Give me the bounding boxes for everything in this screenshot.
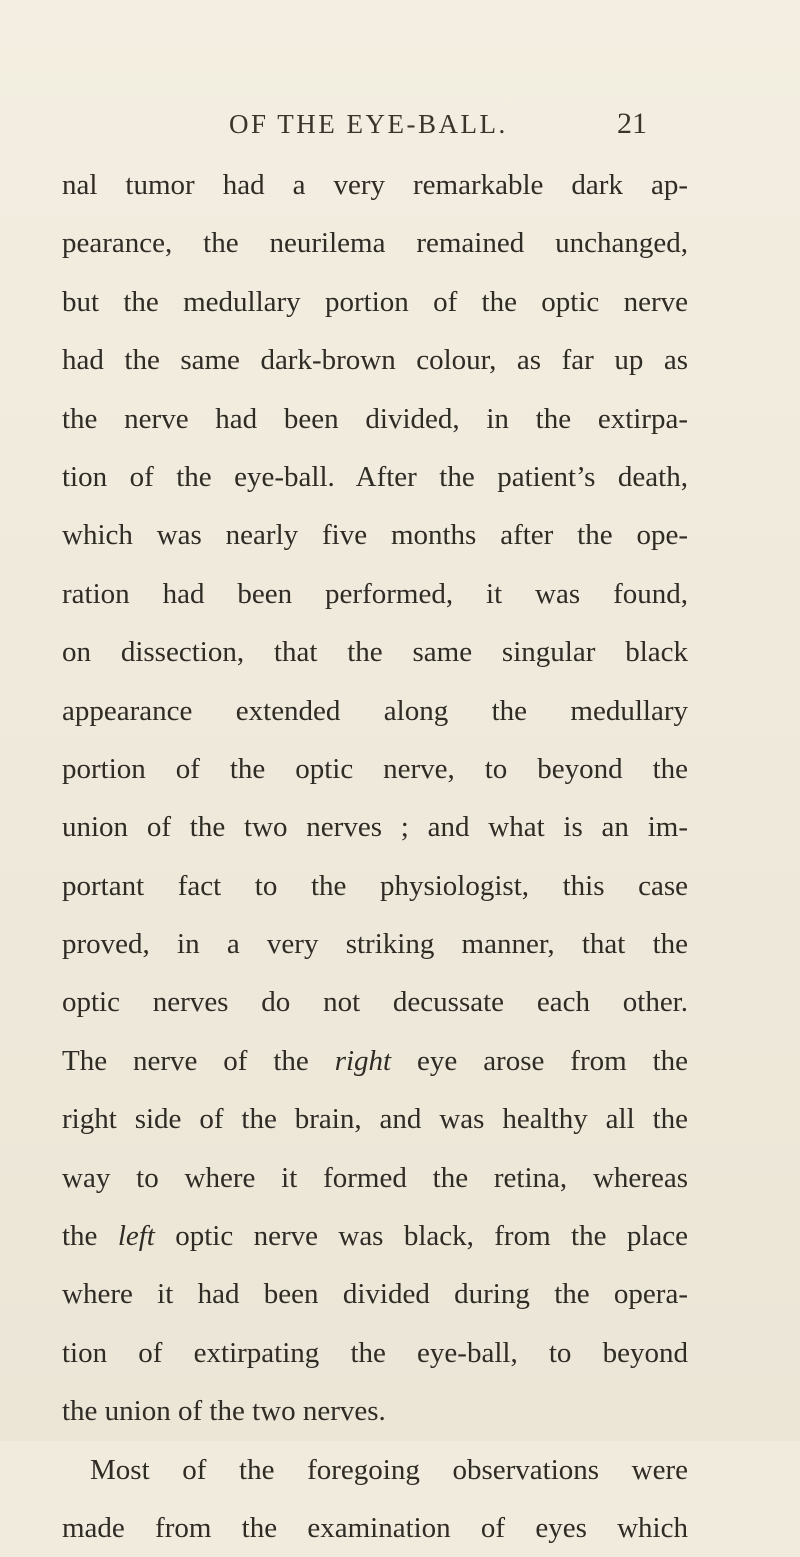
italic-text: right xyxy=(334,1044,392,1077)
italic-text: left xyxy=(117,1220,155,1253)
text-segment: optic nerve was black, from the place xyxy=(154,1220,688,1253)
text-segment: proved, in a very striking manner, that the xyxy=(62,928,688,961)
text-segment: nal tumor had a very remarkable dark ap- xyxy=(62,169,688,201)
text-line xyxy=(62,1499,688,1557)
text-segment: which was nearly five months after the ope- xyxy=(62,519,688,552)
text-line xyxy=(62,331,688,389)
text-line xyxy=(62,1265,688,1323)
text-segment: tion of the eye-ball. After the patient’s death, xyxy=(62,460,688,493)
text-segment: right side of the brain, and was healthy all the xyxy=(62,1103,688,1136)
text-segment: on dissection, that the same singular black xyxy=(62,636,688,669)
text-segment: portion of the optic nerve, to beyond the xyxy=(62,752,688,785)
running-title: OF THE EYE-BALL. xyxy=(229,109,508,139)
text-line xyxy=(62,156,688,214)
text-line xyxy=(62,740,688,798)
text-line xyxy=(62,273,688,331)
text-line xyxy=(62,1149,688,1207)
text-segment: The nerve of the xyxy=(62,1044,335,1077)
text-segment: pearance, the neurilema remained unchanged, xyxy=(62,227,688,260)
text-line xyxy=(62,1207,688,1265)
text-line xyxy=(62,682,688,740)
text-segment: union of the two nerves ; and what is an im- xyxy=(62,811,688,844)
text-segment: but the medullary portion of the optic nerve xyxy=(62,285,688,318)
text-line xyxy=(62,915,688,973)
text-line xyxy=(62,973,688,1031)
text-segment: the union of the two nerves. xyxy=(62,1395,386,1428)
text-segment: Most of the foregoing observations were xyxy=(90,1453,688,1486)
text-line xyxy=(62,506,688,564)
text-line xyxy=(62,623,688,681)
text-line xyxy=(62,565,688,623)
text-segment: had the same dark-brown colour, as far up as xyxy=(62,344,688,377)
text-segment: optic nerves do not decussate each other. xyxy=(62,986,688,1019)
text-segment: where it had been divided during the opera- xyxy=(62,1278,688,1311)
running-head xyxy=(0,104,800,144)
text-line xyxy=(62,214,688,272)
text-line xyxy=(62,857,688,915)
text-line xyxy=(62,1032,688,1090)
text-segment: the nerve had been divided, in the extirpa- xyxy=(62,402,688,435)
text-line xyxy=(62,448,688,506)
text-segment: eye arose from the xyxy=(391,1044,688,1077)
text-line xyxy=(62,1441,688,1499)
text-segment: way to where it formed the retina, whereas xyxy=(62,1161,688,1194)
text-segment: the xyxy=(62,1220,118,1253)
text-segment: appearance extended along the medullary xyxy=(62,694,688,727)
text-line xyxy=(62,1382,688,1440)
text-line xyxy=(62,390,688,448)
text-line xyxy=(62,1324,688,1382)
body-text xyxy=(62,156,688,1557)
text-line xyxy=(62,1090,688,1148)
page-number: 21 xyxy=(617,107,647,140)
text-segment: made from the examination of eyes which xyxy=(62,1511,688,1544)
text-segment: portant fact to the physiologist, this case xyxy=(62,869,688,902)
text-line xyxy=(62,798,688,856)
text-segment: tion of extirpating the eye-ball, to beyond xyxy=(62,1336,688,1369)
text-segment: ration had been performed, it was found, xyxy=(62,577,688,610)
